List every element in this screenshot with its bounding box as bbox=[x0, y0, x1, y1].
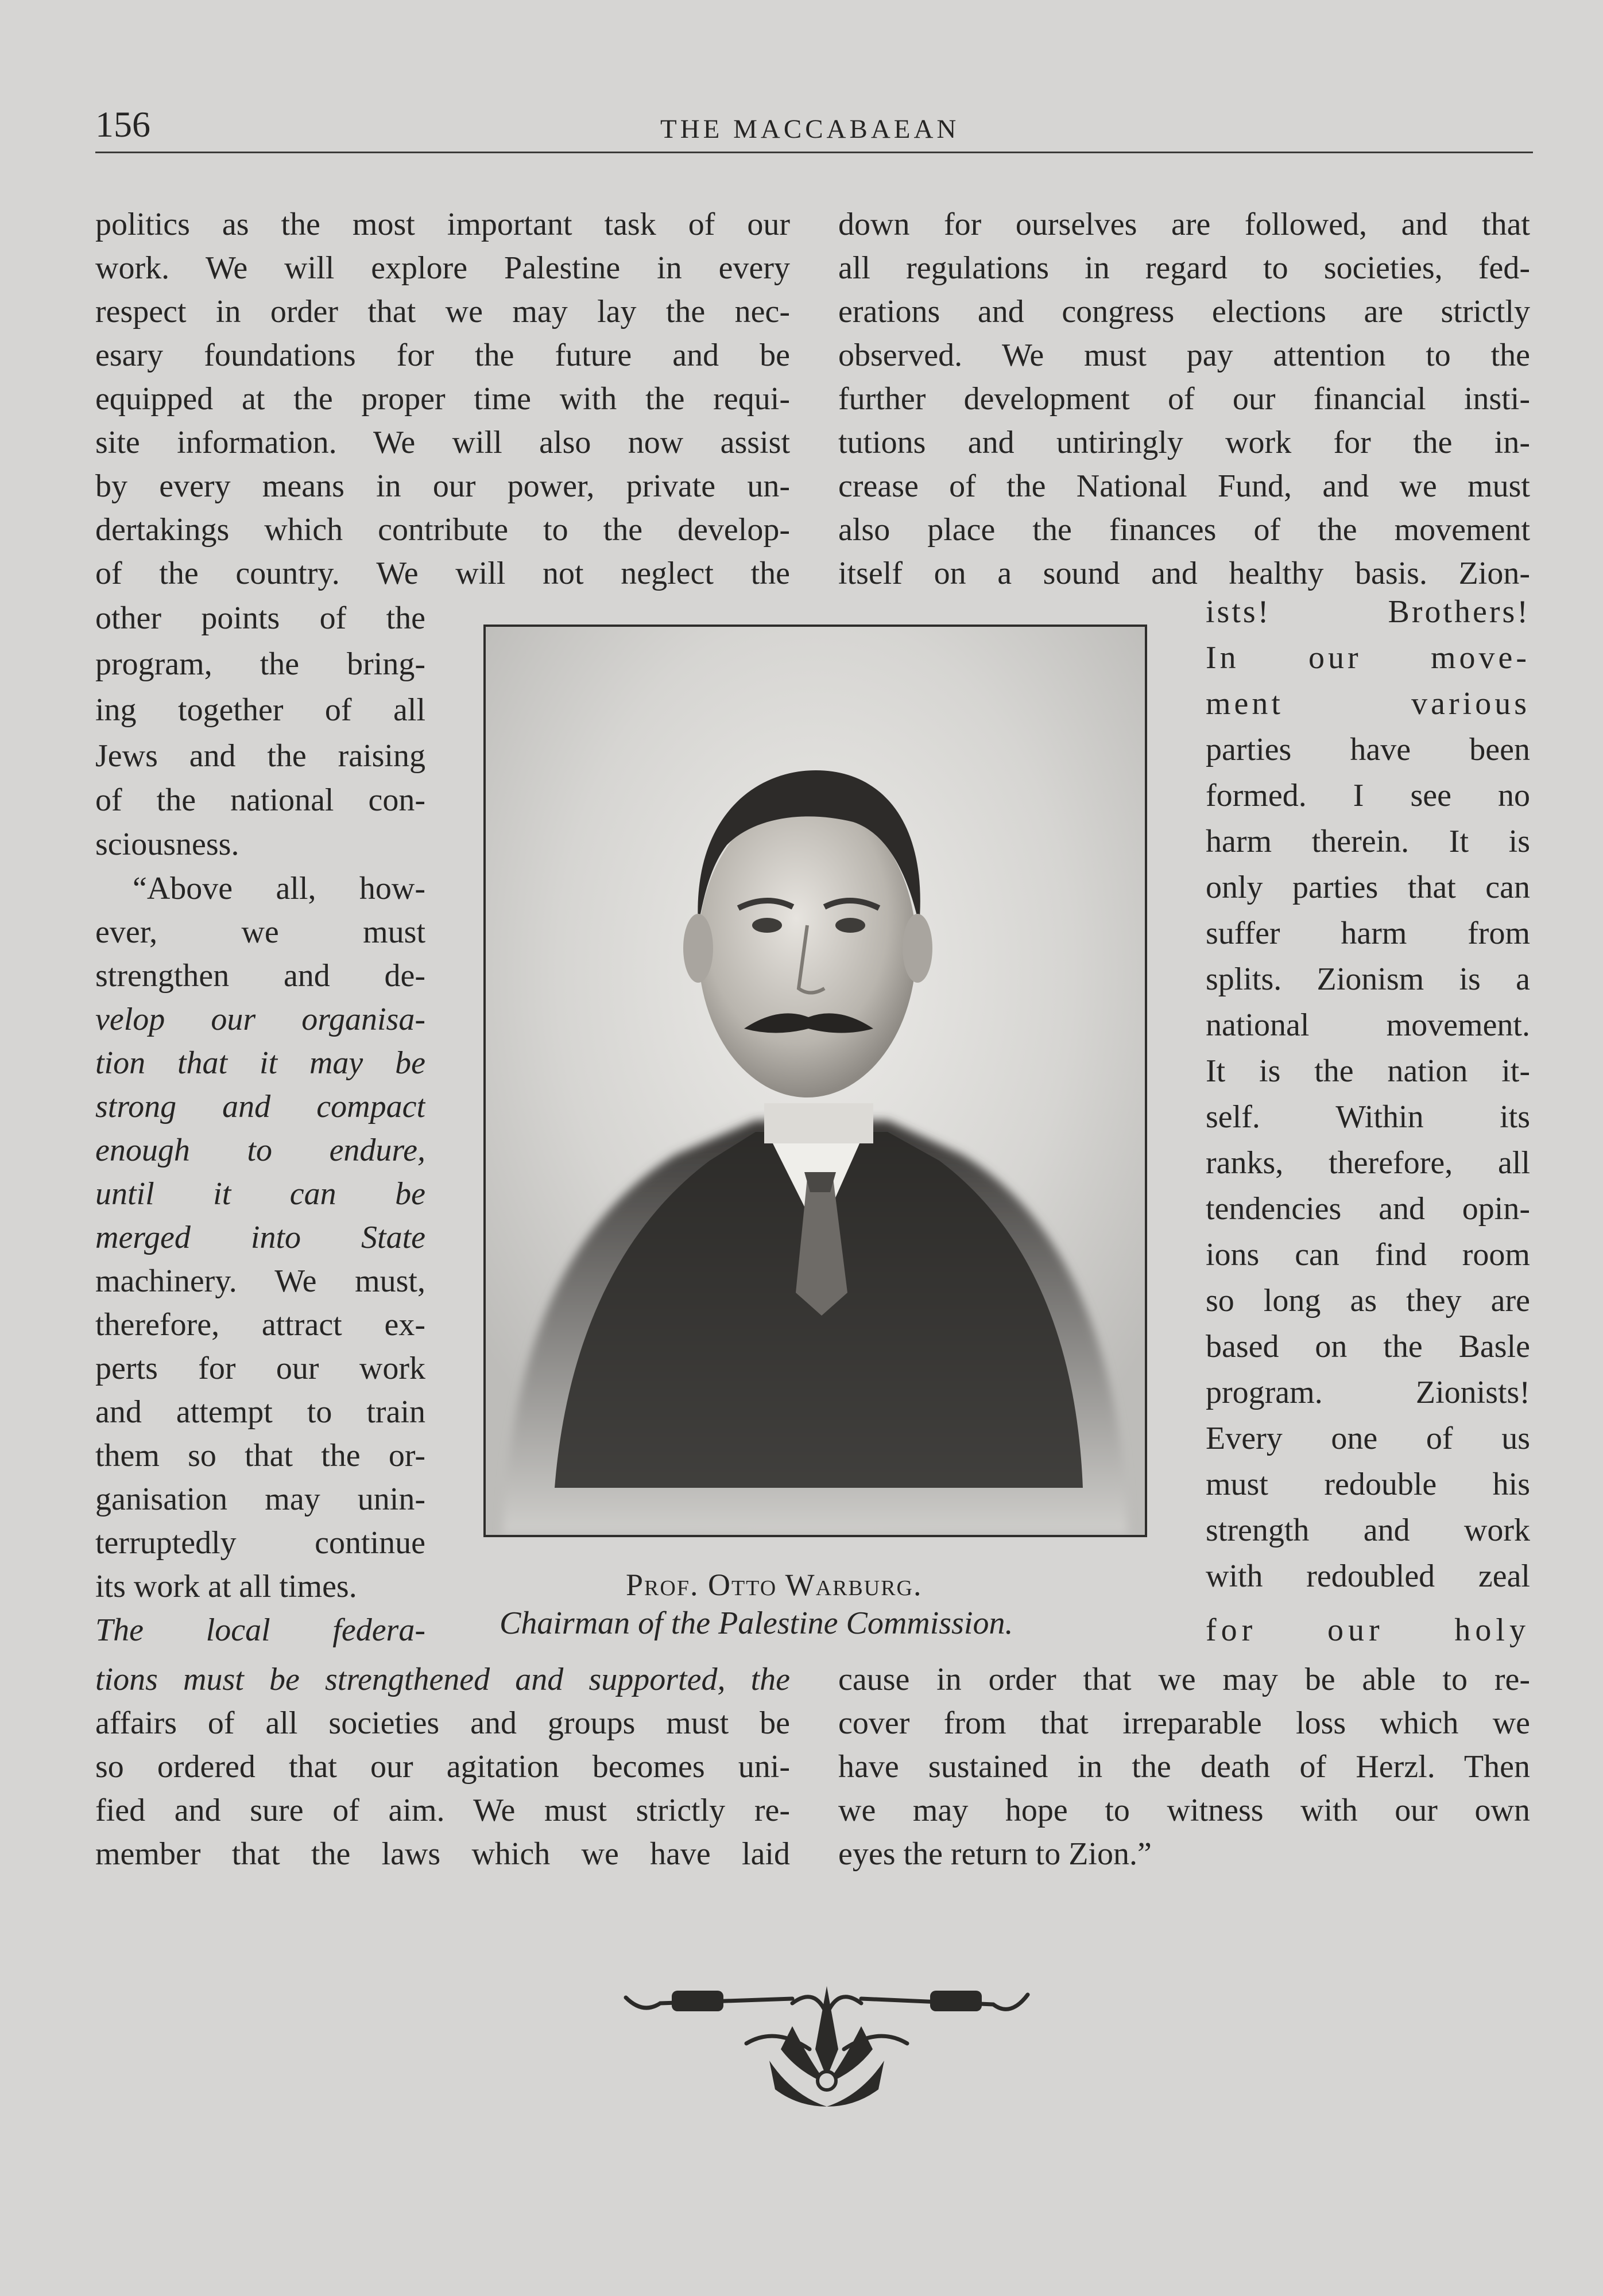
text-line: parties have been bbox=[1206, 732, 1530, 767]
text-line: for our holy bbox=[1206, 1612, 1530, 1648]
text-line: until it can be bbox=[95, 1176, 425, 1212]
text-line: strength and work bbox=[1206, 1512, 1530, 1548]
text-line: based on the Basle bbox=[1206, 1329, 1530, 1364]
text-line: crease of the National Fund, and we must bbox=[838, 468, 1530, 504]
text-line: erations and congress elections are strictly bbox=[838, 294, 1530, 329]
text-line: national movement. bbox=[1206, 1007, 1530, 1043]
header-rule bbox=[95, 152, 1533, 153]
text-line: all regulations in regard to societies, fed- bbox=[838, 250, 1530, 286]
text-line: them so that the or- bbox=[95, 1438, 425, 1473]
text-line: strong and compact bbox=[95, 1089, 425, 1124]
text-line: The local federa- bbox=[95, 1612, 425, 1648]
text-line: itself on a sound and healthy basis. Zion- bbox=[838, 556, 1530, 591]
text-line: affairs of all societies and groups must be bbox=[95, 1705, 790, 1741]
text-line: velop our organisa- bbox=[95, 1002, 425, 1037]
text-line: down for ourselves are followed, and that bbox=[838, 207, 1530, 242]
text-line: cause in order that we may be able to re- bbox=[838, 1662, 1530, 1697]
text-line: ists! Brothers! bbox=[1206, 594, 1530, 630]
text-line: also place the finances of the movement bbox=[838, 512, 1530, 548]
text-line: its work at all times. bbox=[95, 1569, 357, 1604]
text-line: merged into State bbox=[95, 1220, 425, 1255]
caption-title: Chairman of the Palestine Commission. bbox=[500, 1605, 1013, 1641]
text-line: ions can find room bbox=[1206, 1237, 1530, 1273]
text-line: work. We will explore Palestine in every bbox=[95, 250, 790, 286]
text-line: self. Within its bbox=[1206, 1099, 1530, 1135]
text-line: so long as they are bbox=[1206, 1283, 1530, 1318]
portrait-illustration bbox=[486, 627, 1145, 1535]
text-line: tutions and untiringly work for the in- bbox=[838, 425, 1530, 460]
text-line: ever, we must bbox=[95, 914, 425, 950]
text-line: member that the laws which we have laid bbox=[95, 1836, 790, 1872]
text-line: esary foundations for the future and be bbox=[95, 338, 790, 373]
text-line: harm therein. It is bbox=[1206, 824, 1530, 859]
text-line: sciousness. bbox=[95, 827, 239, 862]
text-line: perts for our work bbox=[95, 1351, 425, 1386]
text-line: cover from that irreparable loss which we bbox=[838, 1705, 1530, 1741]
portrait-photo bbox=[483, 625, 1147, 1537]
text-line: eyes the return to Zion.” bbox=[838, 1836, 1152, 1872]
text-line: fied and sure of aim. We must strictly re- bbox=[95, 1793, 790, 1828]
text-line: we may hope to witness with our own bbox=[838, 1793, 1530, 1828]
text-line: ment various bbox=[1206, 686, 1530, 722]
text-line: other points of the bbox=[95, 600, 425, 636]
text-line: only parties that can bbox=[1206, 870, 1530, 905]
text-line: therefore, attract ex- bbox=[95, 1307, 425, 1343]
text-line: of the country. We will not neglect the bbox=[95, 556, 790, 591]
floral-ornament bbox=[620, 1963, 1033, 2112]
text-line: equipped at the proper time with the requi- bbox=[95, 381, 790, 417]
text-line: observed. We must pay attention to the bbox=[838, 338, 1530, 373]
text-line: and attempt to train bbox=[95, 1394, 425, 1430]
text-line: Jews and the raising bbox=[95, 738, 425, 774]
text-line: by every means in our power, private un- bbox=[95, 468, 790, 504]
text-line: terruptedly continue bbox=[95, 1525, 425, 1561]
text-line: It is the nation it- bbox=[1206, 1053, 1530, 1089]
text-line: respect in order that we may lay the nec- bbox=[95, 294, 790, 329]
text-line: program. Zionists! bbox=[1206, 1375, 1530, 1410]
text-line: ranks, therefore, all bbox=[1206, 1145, 1530, 1181]
text-line: program, the bring- bbox=[95, 646, 425, 682]
text-line: machinery. We must, bbox=[95, 1263, 425, 1299]
text-line: formed. I see no bbox=[1206, 778, 1530, 813]
text-line: with redoubled zeal bbox=[1206, 1558, 1530, 1594]
text-line: so ordered that our agitation becomes uni- bbox=[95, 1749, 790, 1785]
text-line: suffer harm from bbox=[1206, 916, 1530, 951]
text-line: ing together of all bbox=[95, 692, 425, 728]
text-line: tions must be strengthened and supported, the bbox=[95, 1662, 790, 1697]
text-line: Every one of us bbox=[1206, 1421, 1530, 1456]
caption-name: Prof. Otto Warburg. bbox=[626, 1568, 923, 1602]
running-title: THE MACCABAEAN bbox=[660, 114, 960, 144]
text-line: politics as the most important task of our bbox=[95, 207, 790, 242]
text-line: of the national con- bbox=[95, 782, 425, 818]
text-line: enough to endure, bbox=[95, 1133, 425, 1168]
text-line: ganisation may unin- bbox=[95, 1481, 425, 1517]
text-line: strengthen and de- bbox=[95, 958, 425, 994]
page-number: 156 bbox=[95, 104, 150, 145]
text-line: tendencies and opin- bbox=[1206, 1191, 1530, 1227]
text-line: In our move- bbox=[1206, 640, 1530, 676]
text-line: tion that it may be bbox=[95, 1045, 425, 1081]
text-line: splits. Zionism is a bbox=[1206, 961, 1530, 997]
text-line: have sustained in the death of Herzl. Then bbox=[838, 1749, 1530, 1785]
text-line: “Above all, how- bbox=[133, 871, 425, 906]
text-line: dertakings which contribute to the develop- bbox=[95, 512, 790, 548]
text-line: must redouble his bbox=[1206, 1467, 1530, 1502]
text-line: site information. We will also now assist bbox=[95, 425, 790, 460]
text-line: further development of our financial insti- bbox=[838, 381, 1530, 417]
